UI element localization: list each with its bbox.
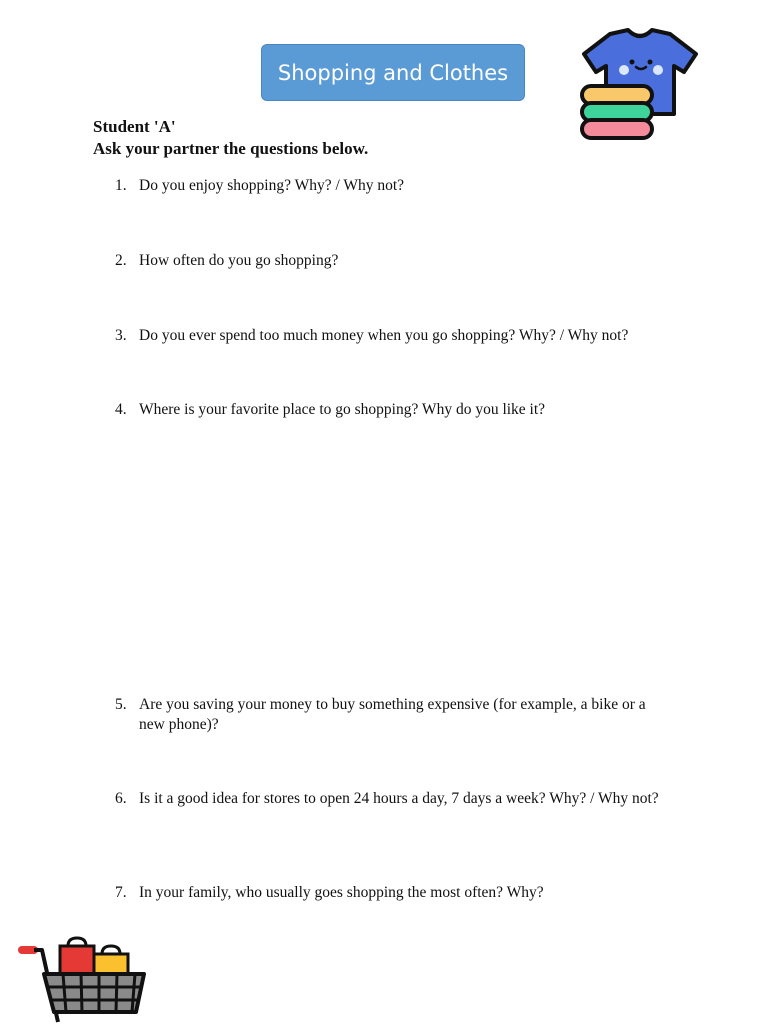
question-text: In your family, who usually goes shopping the most often? Why? [139,884,544,901]
question-item [115,789,675,809]
question-text: Do you enjoy shopping? Why? / Why not? [139,177,405,194]
worksheet-title: Shopping and Clothes [261,44,525,101]
shopping-cart-icon [18,936,150,1024]
question-number: 5. [115,696,127,713]
question-number: 3. [115,327,127,344]
instructions-heading [93,116,368,160]
question-item [115,251,675,271]
shirt-stack-icon [578,26,702,142]
question-text: Are you saving your money to buy something expensive (for example, a bike or a new phone)? [139,696,646,733]
question-number: 2. [115,252,127,269]
question-text: Is it a good idea for stores to open 24 hours a day, 7 days a week? Why? / Why not? [139,790,659,807]
question-text: Do you ever spend too much money when you go shopping? Why? / Why not? [139,327,629,344]
question-number: 4. [115,401,127,418]
question-text: Where is your favorite place to go shopping? Why do you like it? [139,401,546,418]
question-number: 7. [115,884,127,901]
question-number: 6. [115,790,127,807]
question-item [115,883,675,903]
instruction-text: Ask your partner the questions below. [93,139,369,158]
question-text: How often do you go shopping? [139,252,339,269]
question-item [115,695,675,735]
question-item [115,326,675,346]
student-label: Student 'A' [93,117,176,136]
question-item [115,400,675,420]
question-item [115,176,675,196]
question-number: 1. [115,177,127,194]
